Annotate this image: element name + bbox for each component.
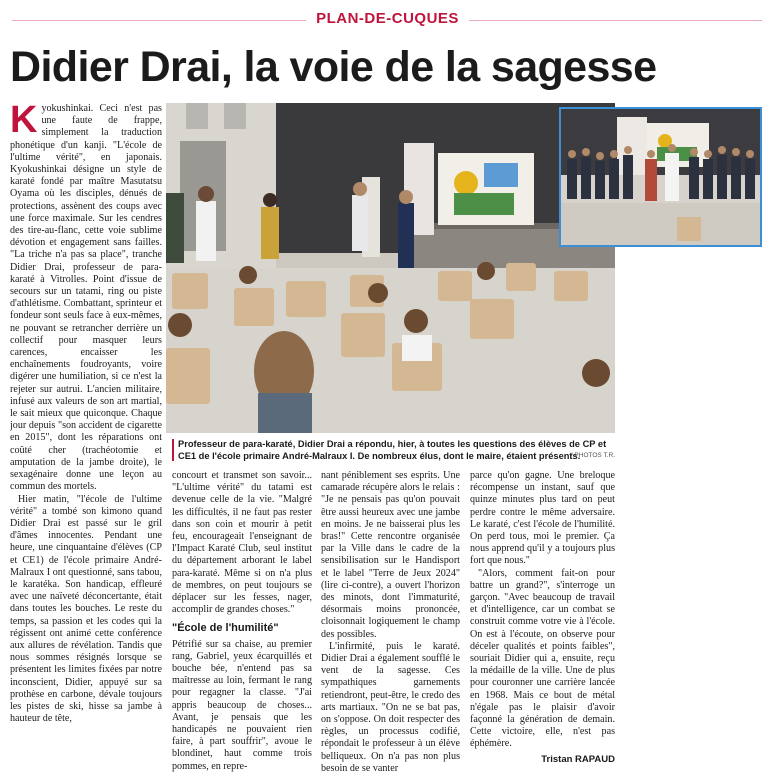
photo-credit: / PHOTOS T.R. (570, 452, 615, 459)
article-column-1 (10, 103, 162, 773)
paragraph: nant péniblement ses esprits. Une camarade récupère alors le relais : "Je ne pensais pas qu'on pouvait être aussi heureux avec une jambe en moins. Je ne baisserai plus les bras!" Cette rencontre organisée par la Ville dans le cadre de la sensibilisation sur le Handisport et le label "Terre de Jeux 2024" (lire ci-contre), a ouvert l'horizon des minots, dont l'immaturité, désormais moins prononcée, cloisonnait logiquement le champ des possibles. (321, 470, 460, 640)
headline: Didier Drai, la voie de la sagesse (10, 43, 657, 91)
section-kicker (0, 10, 775, 28)
paragraph: "Alors, comment fait-on pour battre un grand?", s'interroge un garçon. "Avec beaucoup de travail et d'intelligence, car un combat se construit comme votre vie à l'école. On est à l'écoute, on observe pour déceler qualités et points faibles", souriait Didier qui a, ensuite, reçu la médaille de la ville. Une de plus pour couronner une carrière lancée en 1968. Mais ce bout de métal n'égale pas le plaisir d'avoir façonné la génération de demain. Cette victoire, elle, n'est pas éphémère. (470, 567, 615, 750)
subheading: "École de l'humilité" (172, 622, 279, 635)
dropcap: K (10, 103, 38, 141)
main-photo (166, 103, 615, 433)
paragraph: Pétrifié sur sa chaise, au premier rang, Gabriel, yeux écarquillés et bouche bée, n'entend pas sa maîtresse au loin, fermant le rang pour regagner la classe. "J'ai appris beaucoup de choses... Avant, je pensais que les handicapés ne pouvaient rien faire, à part souffrir", avoue le blondinet, haut comme trois pommes, en repre- (172, 638, 312, 772)
paragraph: Hier matin, "l'école de l'ultime vérité" a tombé son kimono quand Didier Drai est passé sur le gril d'âmes innocentes. Pendant une heure, une cinquantaine d'élèves (CP et CE1) de l'école primaire André-Malraux I ont questionné, sans tabou, le karatéka. Son handicap, effleuré avec une naïveté déconcertante, était dans toutes les bouches. Le reste du temps, sa passion et les codes qui la régissent ont animé cette conférence aux allures de révélation. Tandis que nous sommes résignés lorsque se présentent les limites fixées par notre inconscient, Didier, appuyé sur sa prothèse en carbone, dévale toujours les pistes de ski, hisse sa jambe à hauteur de tête, (10, 493, 162, 725)
paragraph: yokushinkai. Ceci n'est pas une faute de frappe, simplement la traduction phonétique d'un kanji. "L'école de l'ultime vérité", en japonais. Kyokushinkai désigne un style de karaté fondé par maître Masutatsu Oyama où les disciples, dénués de protections, assènent des coups avec une force maximale. Sur les cendres des tire-au-flanc, cette voie sublime dévotion et engagement sans failles. "La triche n'a pas sa place", tranche Didier Drai, professeur de para-karaté à Vitrolles. Point d'issue de secours sur un tatami, ring ou piste d'athlétisme. Combattant, sprinteur et fondeur sont seuls face à eux-mêmes, ne pouvant se retrancher derrière un collectif pour masquer leurs carences, encaisser les enchaînements foudroyants, voire digérer une humiliation, si ce n'est la rejeter sur autrui. L'ancien militaire, infusé aux valeurs de son art martial, le sait mieux que quiconque. Chaque jour depuis "son accident de cigarette en 2015", dont les réparations ont coûté cher (trachéotomie et amputation de la jambe droite), le sexagénaire donne une leçon au commun des mortels. (10, 103, 162, 493)
inset-photo (559, 107, 762, 247)
paragraph: L'infirmité, puis le karaté. Didier Drai a également soufflé le vent de la sagesse. Ces sympathiques garnements retiendront, peut-être, le credo des arts martiaux. "On ne se bat pas, on s'oppose. On doit respecter des règles, un processus codifié, répondait le professeur à un élève belliqueux. On n'a pas non plus besoin de se vanter (321, 640, 460, 774)
article-column-2 (172, 470, 312, 775)
classroom-photo (166, 103, 615, 433)
article-column-3 (321, 470, 460, 775)
group-photo (561, 109, 760, 245)
paragraph: concourt et transmet son savoir... "L'ultime vérité" du tatami est devenue celle de la vie. "Malgré les difficultés, il ne faut pas rester dans son coin et mourir à petit feu, encourageait l'enseignant de l'Impact Karaté Club, seul institut du département arborant le label para-karaté. Même si on n'a plus de membres, on peut toujours se déplacer sur les fesses, nager, accomplir de grandes choses." (172, 470, 312, 616)
author-signature: Tristan RAPAUD (541, 753, 615, 765)
paragraph: parce qu'on gagne. Une breloque récompense un instant, sauf que quinze minutes plus tard on peut perdre contre le même adversaire. Le karaté, c'est l'école de l'humilité. On perd tous, moi le premier. Ça nous apprend qu'il y a toujours plus fort que nous." (470, 470, 615, 567)
article-column-4 (470, 470, 615, 775)
section-label: PLAN-DE-CUQUES (306, 10, 469, 27)
caption-accent-bar (172, 439, 174, 461)
photo-caption: Professeur de para-karaté, Didier Drai a répondu, hier, à toutes les questions des élèves de CP et CE1 de l'école primaire André-Malraux I. De nombreux élus, dont le maire, étaient présents. (178, 439, 607, 461)
